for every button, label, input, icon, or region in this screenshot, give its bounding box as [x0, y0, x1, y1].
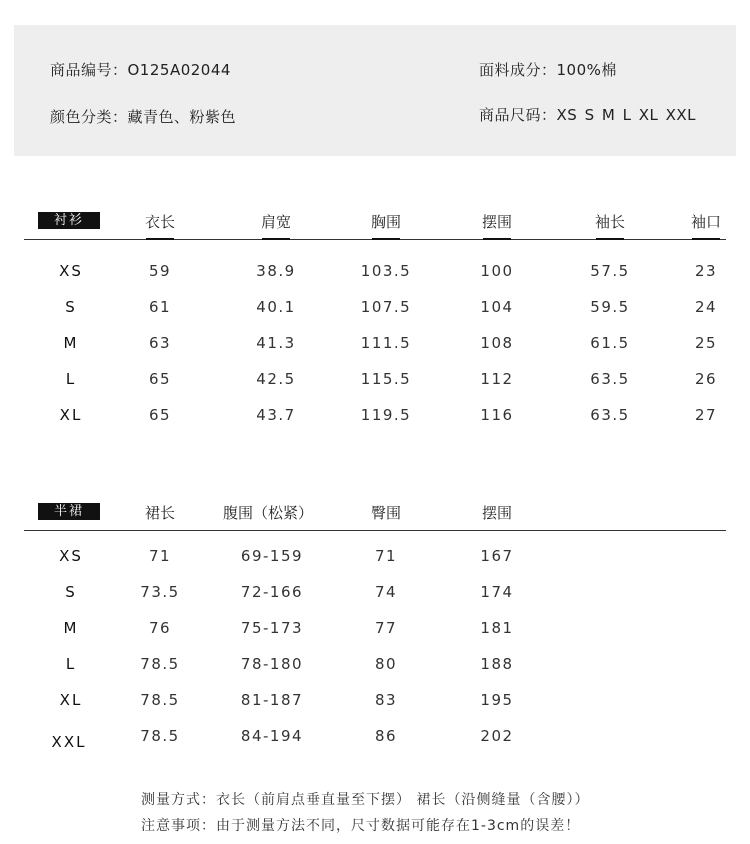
- header-length: 衣长: [144, 213, 176, 231]
- measurement-method-note: 测量方式：衣长（前肩点垂直量至下摆） 裙长（沿侧缝量（含腰））: [141, 792, 590, 808]
- size-label: XL: [59, 406, 83, 424]
- header-cuff: 袖口: [690, 213, 722, 231]
- table-cell: 26: [694, 370, 718, 388]
- table-cell: 115.5: [360, 370, 412, 388]
- table-cell: 65: [148, 406, 172, 424]
- size-label: S: [65, 583, 77, 601]
- fabric-composition: 面料成分：100%棉: [479, 61, 617, 79]
- table-cell: 119.5: [360, 406, 412, 424]
- skirt-tag: 半裙: [38, 503, 100, 520]
- table-cell: 25: [694, 334, 718, 352]
- table-cell: 61: [148, 298, 172, 316]
- table-cell: 59.5: [590, 298, 630, 316]
- table-cell: 78-180: [240, 655, 304, 673]
- table-cell: 61.5: [590, 334, 630, 352]
- table-cell: 84-194: [240, 727, 304, 745]
- table-cell: 81-187: [240, 691, 304, 709]
- header-shoulder: 肩宽: [260, 213, 292, 231]
- table-cell: 78.5: [140, 655, 180, 673]
- product-info-panel: [14, 25, 736, 156]
- size-label: L: [65, 655, 77, 673]
- table-cell: 174: [480, 583, 514, 601]
- product-number: 商品编号：O125A02044: [50, 61, 231, 79]
- table-cell: 59: [148, 262, 172, 280]
- header-underline: [692, 238, 720, 240]
- table-cell: 83: [374, 691, 398, 709]
- header-skirt-length: 裙长: [144, 504, 176, 522]
- size-options: 商品尺码：XS S M L XL XXL: [479, 106, 697, 124]
- header-underline: [372, 238, 400, 240]
- table-cell: 103.5: [360, 262, 412, 280]
- table-cell: 116: [480, 406, 514, 424]
- caution-note: 注意事项：由于测量方法不同，尺寸数据可能存在1-3cm的误差！: [141, 818, 581, 834]
- table-cell: 27: [694, 406, 718, 424]
- size-label: L: [65, 370, 77, 388]
- header-underline: [483, 238, 511, 240]
- table-cell: 112: [480, 370, 514, 388]
- table-cell: 24: [694, 298, 718, 316]
- table-cell: 73.5: [140, 583, 180, 601]
- size-label: XS: [59, 262, 83, 280]
- table-cell: 41.3: [256, 334, 296, 352]
- table-cell: 63: [148, 334, 172, 352]
- header-underline: [262, 238, 290, 240]
- header-sleeve: 袖长: [594, 213, 626, 231]
- table-cell: 69-159: [240, 547, 304, 565]
- table-cell: 107.5: [360, 298, 412, 316]
- table-cell: 80: [374, 655, 398, 673]
- table-cell: 100: [480, 262, 514, 280]
- table-cell: 78.5: [140, 727, 180, 745]
- header-underline: [146, 238, 174, 240]
- table-cell: 65: [148, 370, 172, 388]
- table-cell: 72-166: [240, 583, 304, 601]
- table-cell: 74: [374, 583, 398, 601]
- table-cell: 108: [480, 334, 514, 352]
- table-cell: 76: [148, 619, 172, 637]
- header-hem: 摆围: [481, 213, 513, 231]
- table-cell: 38.9: [256, 262, 296, 280]
- header-chest: 胸围: [370, 213, 402, 231]
- header-underline: [596, 238, 624, 240]
- size-label: XL: [59, 691, 83, 709]
- table-cell: 195: [480, 691, 514, 709]
- header-waist: 腹围（松紧）: [222, 504, 314, 522]
- skirt-header-rule: [24, 530, 726, 531]
- header-hem: 摆围: [481, 504, 513, 522]
- size-label: M: [63, 619, 79, 637]
- table-cell: 78.5: [140, 691, 180, 709]
- table-cell: 63.5: [590, 370, 630, 388]
- table-cell: 77: [374, 619, 398, 637]
- table-cell: 75-173: [240, 619, 304, 637]
- table-cell: 71: [148, 547, 172, 565]
- table-cell: 86: [374, 727, 398, 745]
- table-cell: 40.1: [256, 298, 296, 316]
- size-label: S: [65, 298, 77, 316]
- shirt-tag: 衬衫: [38, 212, 100, 229]
- size-label: M: [63, 334, 79, 352]
- color-options: 颜色分类：藏青色、粉紫色: [50, 108, 237, 126]
- table-cell: 181: [480, 619, 514, 637]
- table-cell: 104: [480, 298, 514, 316]
- table-cell: 71: [374, 547, 398, 565]
- table-cell: 57.5: [590, 262, 630, 280]
- header-hip: 臀围: [370, 504, 402, 522]
- table-cell: 63.5: [590, 406, 630, 424]
- table-cell: 202: [480, 727, 514, 745]
- table-cell: 23: [694, 262, 718, 280]
- size-label: XXL: [51, 733, 87, 751]
- table-cell: 43.7: [256, 406, 296, 424]
- table-cell: 111.5: [360, 334, 412, 352]
- table-cell: 167: [480, 547, 514, 565]
- table-cell: 42.5: [256, 370, 296, 388]
- table-cell: 188: [480, 655, 514, 673]
- size-label: XS: [59, 547, 83, 565]
